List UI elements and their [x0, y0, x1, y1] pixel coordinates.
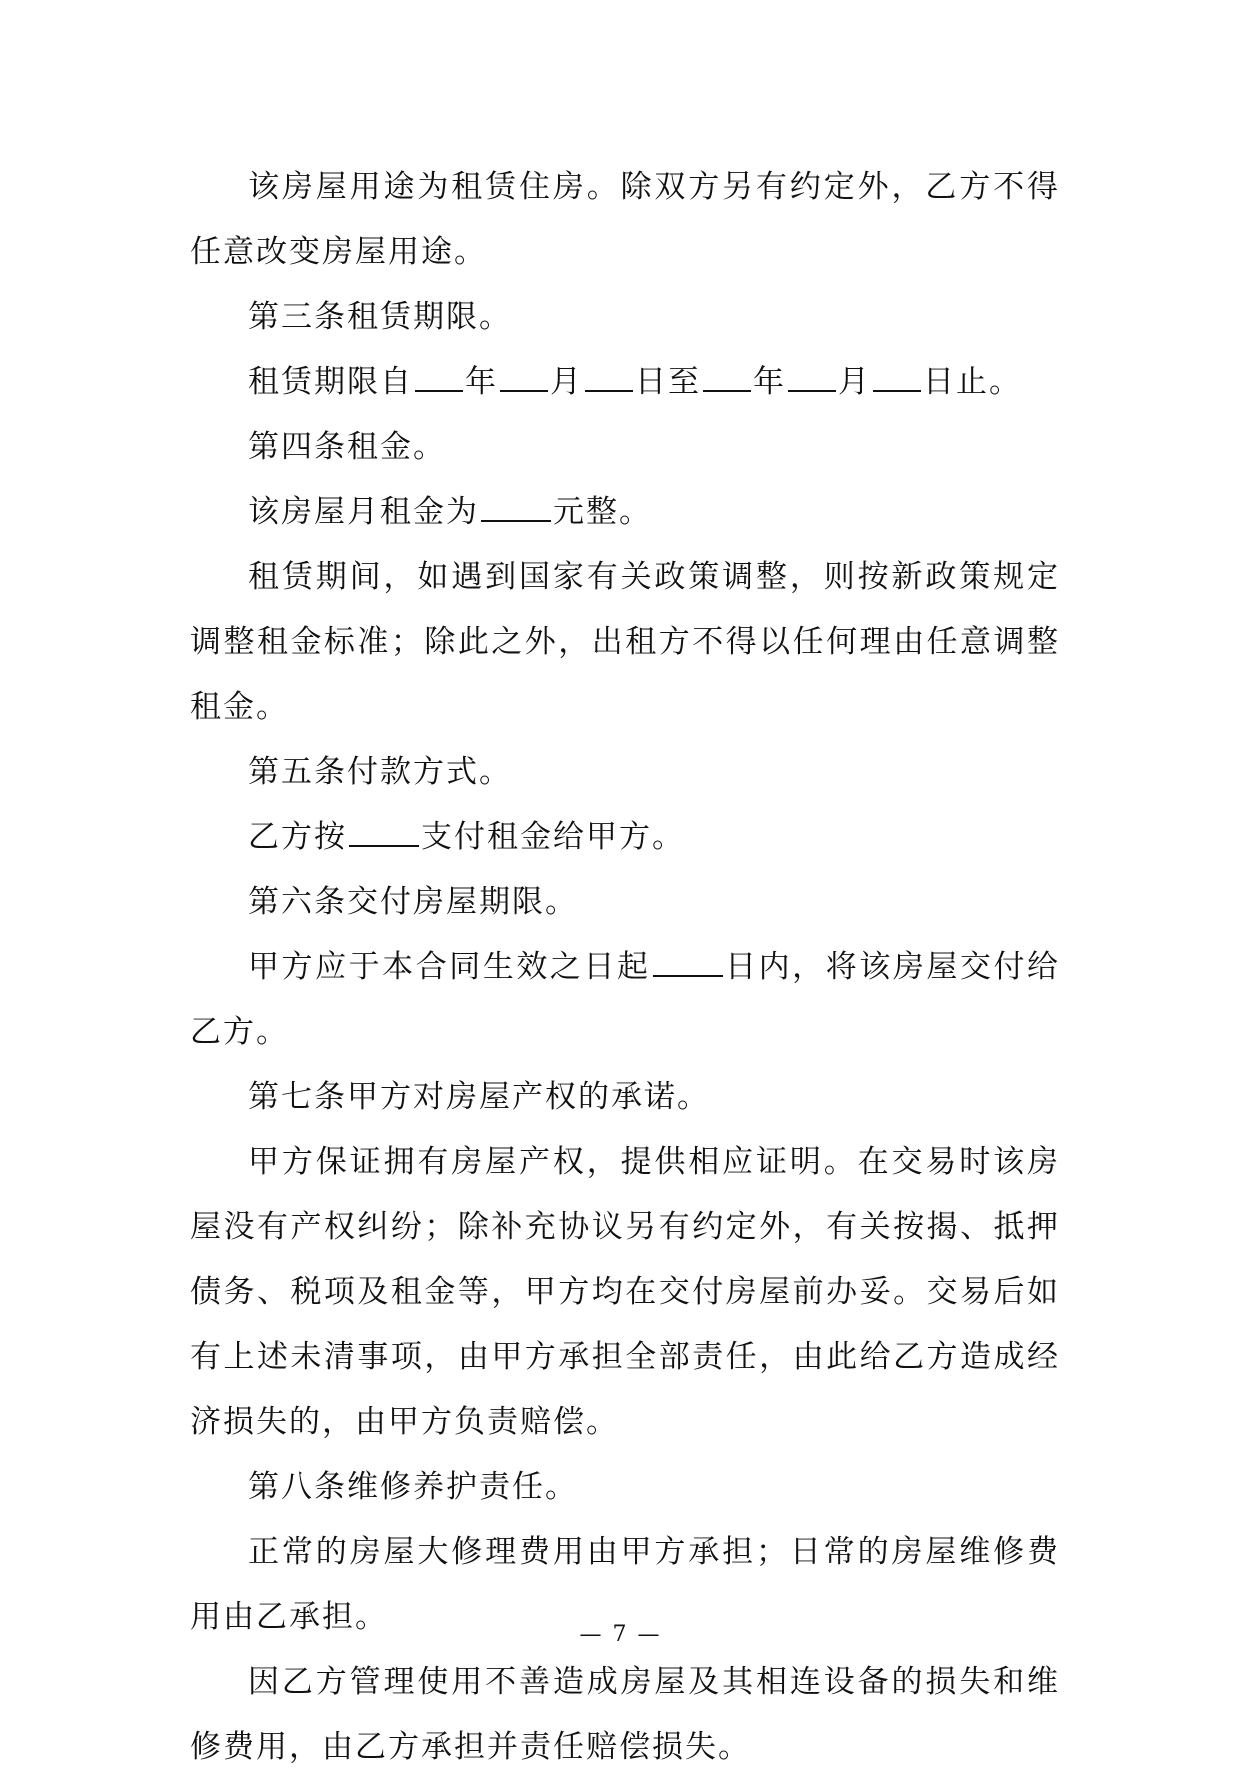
paragraph-rent-adjustment: 租赁期间，如遇到国家有关政策调整，则按新政策规定调整租金标准；除此之外，出租方不得以任何理由任意调整租金。	[190, 559, 1060, 725]
blank-rent-amount[interactable]	[481, 494, 551, 522]
paragraph-repair-costs: 正常的房屋大修理费用由甲方承担；日常的房屋维修费用由乙承担。	[190, 1534, 1060, 1635]
lease-term-prefix: 租赁期限自	[248, 364, 413, 400]
blank-start-year[interactable]	[415, 364, 463, 392]
blank-end-day[interactable]	[873, 364, 921, 392]
pay-suffix: 支付租金给甲方。	[421, 819, 685, 855]
blank-end-month[interactable]	[788, 364, 836, 392]
paragraph-lease-term	[190, 350, 1060, 415]
paragraph-title-guarantee: 甲方保证拥有房屋产权，提供相应证明。在交易时该房屋没有产权纠纷；除补充协议另有约定外，有关按揭、抵押债务、税项及租金等，甲方均在交付房屋前办妥。交易后如有上述未清事项，由甲方承担全部责任，由此给乙方造成经济损失的，由甲方负责赔偿。	[190, 1144, 1060, 1440]
blank-end-year[interactable]	[703, 364, 751, 392]
paragraph-damage-liability: 因乙方管理使用不善造成房屋及其相连设备的损失和维修费用，由乙方承担并责任赔偿损失。	[190, 1664, 1060, 1765]
pay-prefix: 乙方按	[248, 819, 347, 855]
lease-term-day2: 日止。	[923, 364, 1022, 400]
paragraph-monthly-rent	[190, 480, 1060, 545]
rent-suffix: 元整。	[553, 494, 652, 530]
heading-article-8: 第八条维修养护责任。	[248, 1469, 578, 1505]
lease-term-month2: 月	[838, 364, 871, 400]
blank-delivery-days[interactable]	[653, 949, 723, 977]
heading-article-6: 第六条交付房屋期限。	[248, 884, 578, 920]
paragraph-usage: 该房屋用途为租赁住房。除双方另有约定外，乙方不得任意改变房屋用途。	[190, 169, 1060, 270]
blank-start-month[interactable]	[500, 364, 548, 392]
blank-payment-method[interactable]	[349, 819, 419, 847]
page-number: — 7 —	[579, 1622, 662, 1647]
lease-term-year2: 年	[753, 364, 786, 400]
paragraph-delivery	[190, 935, 1060, 1065]
rent-prefix: 该房屋月租金为	[248, 494, 479, 530]
heading-article-3: 第三条租赁期限。	[248, 299, 512, 335]
deliver-suffix: 日内，将该房屋交付给乙方。	[190, 949, 1061, 1050]
blank-start-day[interactable]	[585, 364, 633, 392]
heading-article-4: 第四条租金。	[248, 429, 446, 465]
lease-term-month1: 月	[550, 364, 583, 400]
paragraph-payment-method	[190, 805, 1060, 870]
heading-article-7: 第七条甲方对房屋产权的承诺。	[248, 1079, 710, 1115]
document-body	[190, 155, 1060, 1780]
heading-article-5: 第五条付款方式。	[248, 754, 512, 790]
deliver-prefix: 甲方应于本合同生效之日起	[248, 949, 651, 985]
lease-term-year1: 年	[465, 364, 498, 400]
lease-term-day1: 日至	[635, 364, 701, 400]
